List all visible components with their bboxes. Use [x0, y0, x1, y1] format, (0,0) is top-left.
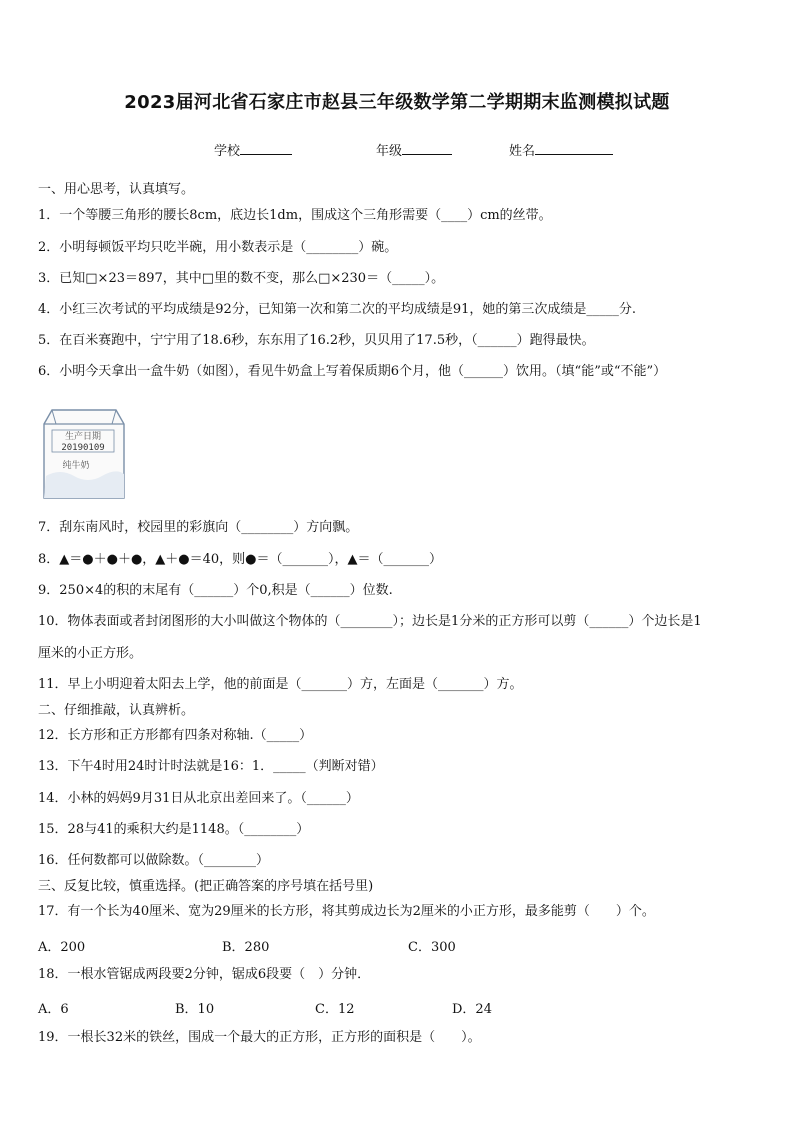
q17-option-c: C．300 — [408, 940, 456, 955]
question-17: 17．有一个长为40厘米、宽为29厘米的长方形，将其剪成边长为2厘米的小正方形，最多能剪（ ）个。 — [38, 904, 655, 919]
section-3-heading: 三、反复比较，慎重选择。(把正确答案的序号填在括号里) — [38, 879, 374, 894]
school-blank[interactable] — [240, 140, 292, 155]
question-10-continued: 厘米的小正方形。 — [38, 646, 143, 661]
question-3: 3．已知□×23＝897，其中□里的数不变，那么□×230＝（_____）。 — [38, 271, 445, 286]
milk-carton-image — [40, 404, 130, 504]
milk-production-date: 20190109 — [61, 443, 105, 453]
question-18: 18．一根水管锯成两段要2分钟，锯成6段要（ ）分钟． — [38, 967, 371, 982]
question-4: 4．小红三次考试的平均成绩是92分，已知第一次和第二次的平均成绩是91，她的第三次成绩是_____分. — [38, 302, 636, 317]
question-19: 19．一根长32米的铁丝，围成一个最大的正方形，正方形的面积是（ ）。 — [38, 1030, 481, 1045]
grade-blank[interactable] — [402, 140, 452, 155]
grade-label: 年级 — [376, 144, 403, 159]
name-blank[interactable] — [535, 140, 613, 155]
name-field — [509, 140, 613, 159]
q17-option-b: B．280 — [222, 940, 270, 955]
question-10: 10．物体表面或者封闭图形的大小叫做这个物体的（________）；边长是1分米的正方形可以剪（______）个边长是1 — [38, 614, 702, 629]
question-9: 9．250×4的积的末尾有（______）个0,积是（______）位数. — [38, 583, 393, 598]
question-15: 15．28与41的乘积大约是1148。（________） — [38, 822, 310, 837]
question-2: 2．小明每顿饭平均只吃半碗，用小数表示是（________）碗。 — [38, 240, 398, 255]
question-13: 13．下午4时用24时计时法就是16：1．_____（判断对错） — [38, 759, 384, 774]
name-label: 姓名 — [509, 144, 536, 159]
question-12: 12．长方形和正方形都有四条对称轴.（_____） — [38, 728, 313, 743]
question-8: 8．▲＝●＋●＋●，▲＋●＝40，则●＝（_______），▲＝（_______） — [38, 552, 443, 567]
milk-production-label: 生产日期 — [64, 432, 102, 442]
school-field — [214, 140, 292, 159]
question-11: 11．早上小明迎着太阳去上学，他的前面是（_______）方，左面是（_______）方。 — [38, 677, 523, 692]
q18-option-a: A．6 — [38, 1002, 69, 1017]
question-14: 14．小林的妈妈9月31日从北京出差回来了。（______） — [38, 791, 359, 806]
section-2-heading: 二、仔细推敲，认真辨析。 — [38, 703, 195, 718]
question-6: 6．小明今天拿出一盒牛奶（如图），看见牛奶盒上写着保质期6个月，他（______）饮用。（填“能”或“不能”） — [38, 364, 667, 379]
question-16: 16．任何数都可以做除数。（________） — [38, 853, 270, 868]
question-1: 1．一个等腰三角形的腰长8cm，底边长1dm，围成这个三角形需要（____）cm的丝带。 — [38, 208, 552, 223]
q18-option-b: B．10 — [175, 1002, 215, 1017]
grade-field — [376, 140, 452, 159]
q17-option-a: A．200 — [38, 940, 86, 955]
q18-option-c: C．12 — [315, 1002, 355, 1017]
school-label: 学校 — [214, 144, 241, 159]
question-5: 5．在百米赛跑中，宁宁用了18.6秒，东东用了16.2秒，贝贝用了17.5秒，（______）跑得最快。 — [38, 333, 595, 348]
q18-option-d: D．24 — [452, 1002, 492, 1017]
question-7: 7．刮东南风时，校园里的彩旗向（________）方向飘。 — [38, 520, 359, 535]
section-1-heading: 一、用心思考，认真填写。 — [38, 182, 195, 197]
page-title: 2023届河北省石家庄市赵县三年级数学第二学期期末监测模拟试题 — [124, 92, 670, 113]
milk-name-label: 纯牛奶 — [62, 461, 90, 471]
